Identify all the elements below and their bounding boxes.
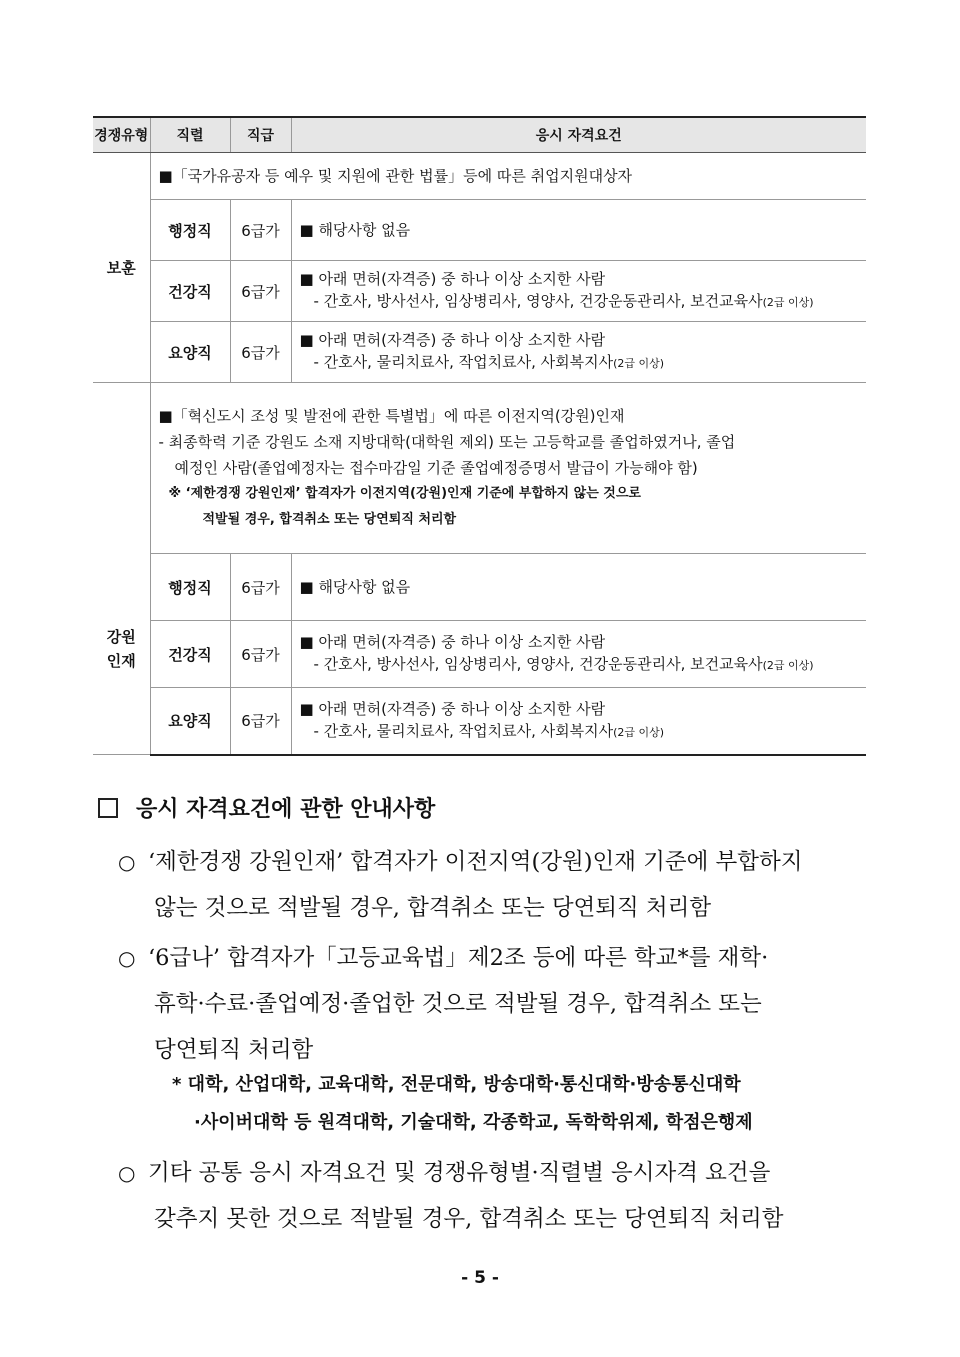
table-row	[93, 153, 866, 200]
bullet-circle-icon: ○	[118, 946, 136, 970]
requirement-sub	[300, 720, 859, 744]
bohun-intro: ■「국가유공자 등 예우 및 지원에 관한 법률」등에 따른 취업지원대상자	[150, 153, 866, 200]
bullet-circle-icon: ○	[118, 1161, 136, 1185]
rank-cell: 행정직	[150, 200, 230, 261]
license-list: - 간호사, 방사선사, 임상병리사, 영양사, 건강운동관리사, 보건교육사	[313, 655, 763, 673]
gangwon-intro-line2: - 최종학력 기준 강원도 소재 지방대학(대학원 제외) 또는 고등학교를 졸업하였거나, 졸업	[158, 433, 736, 451]
requirement-cell	[291, 322, 866, 383]
rank-cell: 건강직	[150, 261, 230, 322]
paragraph-text: 기타 공통 응시 자격요건 및 경쟁유형별·직렬별 응시자격 요건을	[148, 1160, 771, 1186]
paragraph-text: 않는 것으로 적발될 경우, 합격취소 또는 당연퇴직 처리함	[154, 895, 712, 921]
rank-cell: 건강직	[150, 621, 230, 688]
requirement-line: ■ 해당사항 없음	[299, 221, 411, 239]
header-competition-type: 경쟁유형	[93, 117, 150, 153]
gangwon-note-line1: ※ ‘제한경쟁 강원인재’ 합격자가 이전지역(강원)인재 기준에 부합하지 않는 것으로	[168, 486, 641, 501]
rank-cell: 행정직	[150, 554, 230, 621]
license-level: (2급 이상)	[613, 725, 665, 739]
paragraph-line	[118, 935, 878, 981]
license-level: (2급 이상)	[762, 296, 814, 309]
requirement-cell	[291, 200, 866, 261]
license-list: - 간호사, 물리치료사, 작업치료사, 사회복지사	[313, 353, 614, 371]
gangwon-intro	[150, 383, 866, 554]
gangwon-intro-line3: 예정인 사람(졸업예정자는 접수마감일 기준 졸업예정증명서 발급이 가능해야 함)	[174, 459, 698, 477]
bullet-circle-icon: ○	[118, 850, 136, 874]
requirement-cell	[291, 554, 866, 621]
paragraph-line	[118, 1150, 878, 1196]
requirement-line: ■ 아래 면허(자격증) 중 하나 이상 소지한 사람	[299, 699, 606, 718]
rank-cell: 요양직	[150, 688, 230, 755]
table-row	[93, 688, 866, 755]
grade-cell: 6급가	[230, 200, 291, 261]
license-level: (2급 이상)	[613, 357, 665, 370]
paragraph-text: 갖추지 못한 것으로 적발될 경우, 합격취소 또는 당연퇴직 처리함	[154, 1206, 784, 1232]
table-row	[93, 383, 866, 554]
group-gangwon	[93, 383, 150, 755]
checkbox-square-icon	[98, 798, 118, 818]
grade-cell: 6급가	[230, 688, 291, 755]
table-row	[93, 621, 866, 688]
table-row	[93, 554, 866, 621]
group-gangwon-line1: 강원	[106, 627, 136, 646]
grade-cell: 6급가	[230, 554, 291, 621]
notice-paragraph-1	[118, 839, 878, 931]
qualification-table	[93, 116, 866, 756]
paragraph-text: 휴학·수료·졸업예정·졸업한 것으로 적발될 경우, 합격취소 또는	[154, 991, 762, 1017]
header-job-series: 직렬	[150, 117, 230, 153]
grade-cell: 6급가	[230, 261, 291, 322]
footnote-line: * 대학, 산업대학, 교육대학, 전문대학, 방송대학·통신대학·방송통신대학	[172, 1074, 741, 1095]
table-row	[93, 322, 866, 383]
group-gangwon-line2: 인재	[106, 651, 136, 670]
header-requirements: 응시 자격요건	[291, 117, 866, 153]
paragraph-text: ‘6급나’ 합격자가「고등교육법」제2조 등에 따른 학교*를 재학·	[148, 945, 769, 971]
paragraph-text: ‘제한경쟁 강원인재’ 합격자가 이전지역(강원)인재 기준에 부합하지	[148, 849, 803, 875]
requirement-cell	[291, 688, 866, 755]
notice-heading	[98, 792, 435, 823]
footnote-line: ·사이버대학 등 원격대학, 기술대학, 각종학교, 독학학위제, 학점은행제	[194, 1112, 753, 1133]
license-list: - 간호사, 물리치료사, 작업치료사, 사회복지사	[313, 721, 614, 740]
rank-cell: 요양직	[150, 322, 230, 383]
requirement-cell	[291, 621, 866, 688]
grade-cell: 6급가	[230, 621, 291, 688]
license-level: (2급 이상)	[762, 659, 814, 672]
table-row	[93, 200, 866, 261]
notice-paragraph-2	[118, 935, 878, 1073]
requirement-line: ■ 아래 면허(자격증) 중 하나 이상 소지한 사람	[299, 331, 606, 349]
requirement-sub	[300, 351, 859, 375]
requirement-line: ■ 해당사항 없음	[299, 578, 411, 596]
requirement-sub	[300, 653, 859, 677]
requirement-line: ■ 아래 면허(자격증) 중 하나 이상 소지한 사람	[299, 270, 606, 288]
requirement-cell	[291, 261, 866, 322]
group-bohun: 보훈	[93, 153, 150, 383]
header-grade: 직급	[230, 117, 291, 153]
school-footnote	[172, 1066, 872, 1142]
requirement-sub	[300, 290, 859, 314]
paragraph-line	[118, 839, 878, 885]
gangwon-intro-line1: ■「혁신도시 조성 및 발전에 관한 특별법」에 따른 이전지역(강원)인재	[158, 407, 625, 425]
gangwon-note-line2: 적발될 경우, 합격취소 또는 당연퇴직 처리함	[202, 512, 457, 527]
table-header-row	[93, 117, 866, 153]
paragraph-text: 당연퇴직 처리함	[154, 1037, 314, 1063]
grade-cell: 6급가	[230, 322, 291, 383]
notice-paragraph-3	[118, 1150, 878, 1242]
notice-title: 응시 자격요건에 관한 안내사항	[136, 797, 436, 822]
page-number: - 5 -	[461, 1268, 499, 1288]
table-row	[93, 261, 866, 322]
requirement-line: ■ 아래 면허(자격증) 중 하나 이상 소지한 사람	[299, 633, 606, 651]
license-list: - 간호사, 방사선사, 임상병리사, 영양사, 건강운동관리사, 보건교육사	[313, 292, 763, 310]
